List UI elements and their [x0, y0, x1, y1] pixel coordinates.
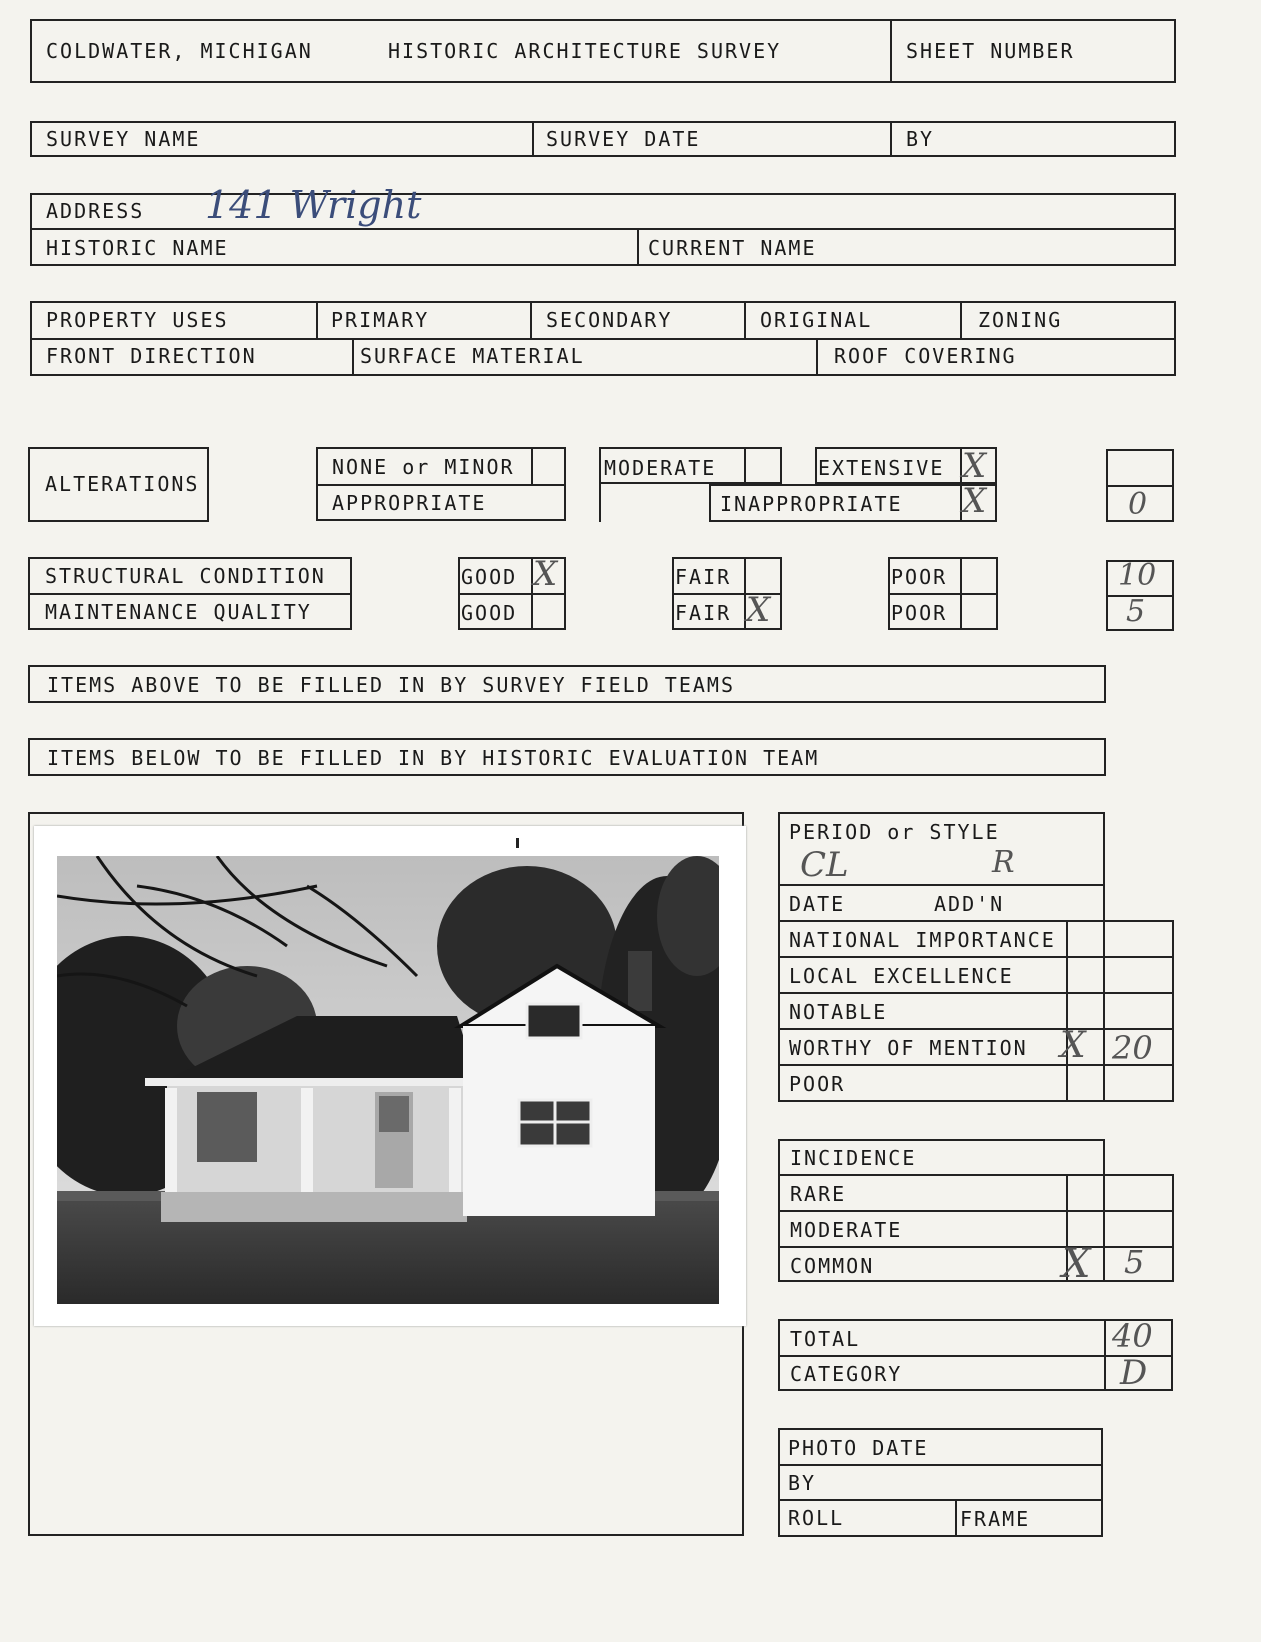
- period-value-2: R: [992, 845, 1015, 880]
- original-label: ORIGINAL: [760, 308, 873, 332]
- addn-label: ADD'N: [934, 892, 1005, 916]
- inappropriate-mark: X: [962, 481, 987, 521]
- maintenance-good-label: GOOD: [461, 601, 518, 625]
- survey-by-label: BY: [906, 127, 935, 151]
- maintenance-quality-label: MAINTENANCE QUALITY: [45, 600, 312, 624]
- period-value-1: CL: [800, 845, 849, 885]
- roll-label: ROLL: [788, 1506, 845, 1530]
- structural-good-mark: X: [533, 554, 558, 594]
- maintenance-fair-mark: X: [746, 590, 771, 630]
- address-value: 141 Wright: [205, 183, 422, 227]
- photo-date-label: PHOTO DATE: [788, 1436, 929, 1460]
- moderate-alt-label: MODERATE: [604, 456, 717, 480]
- house-photo: [57, 856, 719, 1304]
- survey-date-label: SURVEY DATE: [546, 127, 701, 151]
- maintenance-score: 5: [1126, 594, 1146, 629]
- historic-name-label: HISTORIC NAME: [46, 236, 229, 260]
- sheet-number-label: SHEET NUMBER: [906, 39, 1075, 63]
- category-value: D: [1120, 1353, 1148, 1393]
- total-label: TOTAL: [790, 1327, 861, 1351]
- national-importance-label: NATIONAL IMPORTANCE: [789, 928, 1056, 952]
- rare-label: RARE: [790, 1182, 847, 1206]
- items-below-note: ITEMS BELOW TO BE FILLED IN BY HISTORIC EVALUATION TEAM: [47, 746, 820, 770]
- alterations-score: 0: [1128, 487, 1148, 522]
- none-minor-label: NONE or MINOR: [332, 455, 515, 479]
- worthy-score: 20: [1112, 1029, 1153, 1067]
- property-uses-label: PROPERTY USES: [46, 308, 229, 332]
- photo-by-label: BY: [788, 1471, 817, 1495]
- photo-card: [34, 826, 746, 1326]
- structural-condition-label: STRUCTURAL CONDITION: [45, 564, 326, 588]
- surface-material-label: SURFACE MATERIAL: [360, 344, 585, 368]
- structural-fair-label: FAIR: [675, 565, 732, 589]
- structural-score: 10: [1118, 558, 1157, 593]
- period-style-label: PERIOD or STYLE: [789, 820, 1000, 844]
- zoning-label: ZONING: [978, 308, 1063, 332]
- common-mark: X: [1062, 1241, 1091, 1287]
- extensive-mark: X: [962, 446, 987, 486]
- maintenance-fair-label: FAIR: [675, 601, 732, 625]
- total-value: 40: [1112, 1317, 1153, 1355]
- category-label: CATEGORY: [790, 1362, 903, 1386]
- common-label: COMMON: [790, 1254, 875, 1278]
- worthy-of-mention-label: WORTHY OF MENTION: [789, 1036, 1028, 1060]
- secondary-label: SECONDARY: [546, 308, 673, 332]
- survey-name-label: SURVEY NAME: [46, 127, 201, 151]
- inappropriate-label: INAPPROPRIATE: [720, 492, 903, 516]
- worthy-mark: X: [1060, 1025, 1086, 1066]
- survey-title: HISTORIC ARCHITECTURE SURVEY: [388, 39, 782, 63]
- structural-poor-label: POOR: [891, 565, 948, 589]
- items-above-note: ITEMS ABOVE TO BE FILLED IN BY SURVEY FIELD TEAMS: [47, 673, 736, 697]
- incidence-label: INCIDENCE: [790, 1146, 917, 1170]
- frame-label: FRAME: [960, 1507, 1031, 1531]
- maintenance-poor-label: POOR: [891, 601, 948, 625]
- date-label: DATE: [789, 892, 846, 916]
- address-label: ADDRESS: [46, 199, 145, 223]
- moderate-incidence-label: MODERATE: [790, 1218, 903, 1242]
- structural-good-label: GOOD: [461, 565, 518, 589]
- extensive-label: EXTENSIVE: [818, 456, 945, 480]
- evaluation-poor-label: POOR: [789, 1072, 846, 1096]
- alterations-label: ALTERATIONS: [45, 472, 200, 496]
- appropriate-label: APPROPRIATE: [332, 491, 487, 515]
- primary-label: PRIMARY: [331, 308, 430, 332]
- front-direction-label: FRONT DIRECTION: [46, 344, 257, 368]
- roof-covering-label: ROOF COVERING: [834, 344, 1017, 368]
- common-score: 5: [1124, 1243, 1145, 1281]
- city-label: COLDWATER, MICHIGAN: [46, 39, 313, 63]
- notable-label: NOTABLE: [789, 1000, 888, 1024]
- local-excellence-label: LOCAL EXCELLENCE: [789, 964, 1014, 988]
- current-name-label: CURRENT NAME: [648, 236, 817, 260]
